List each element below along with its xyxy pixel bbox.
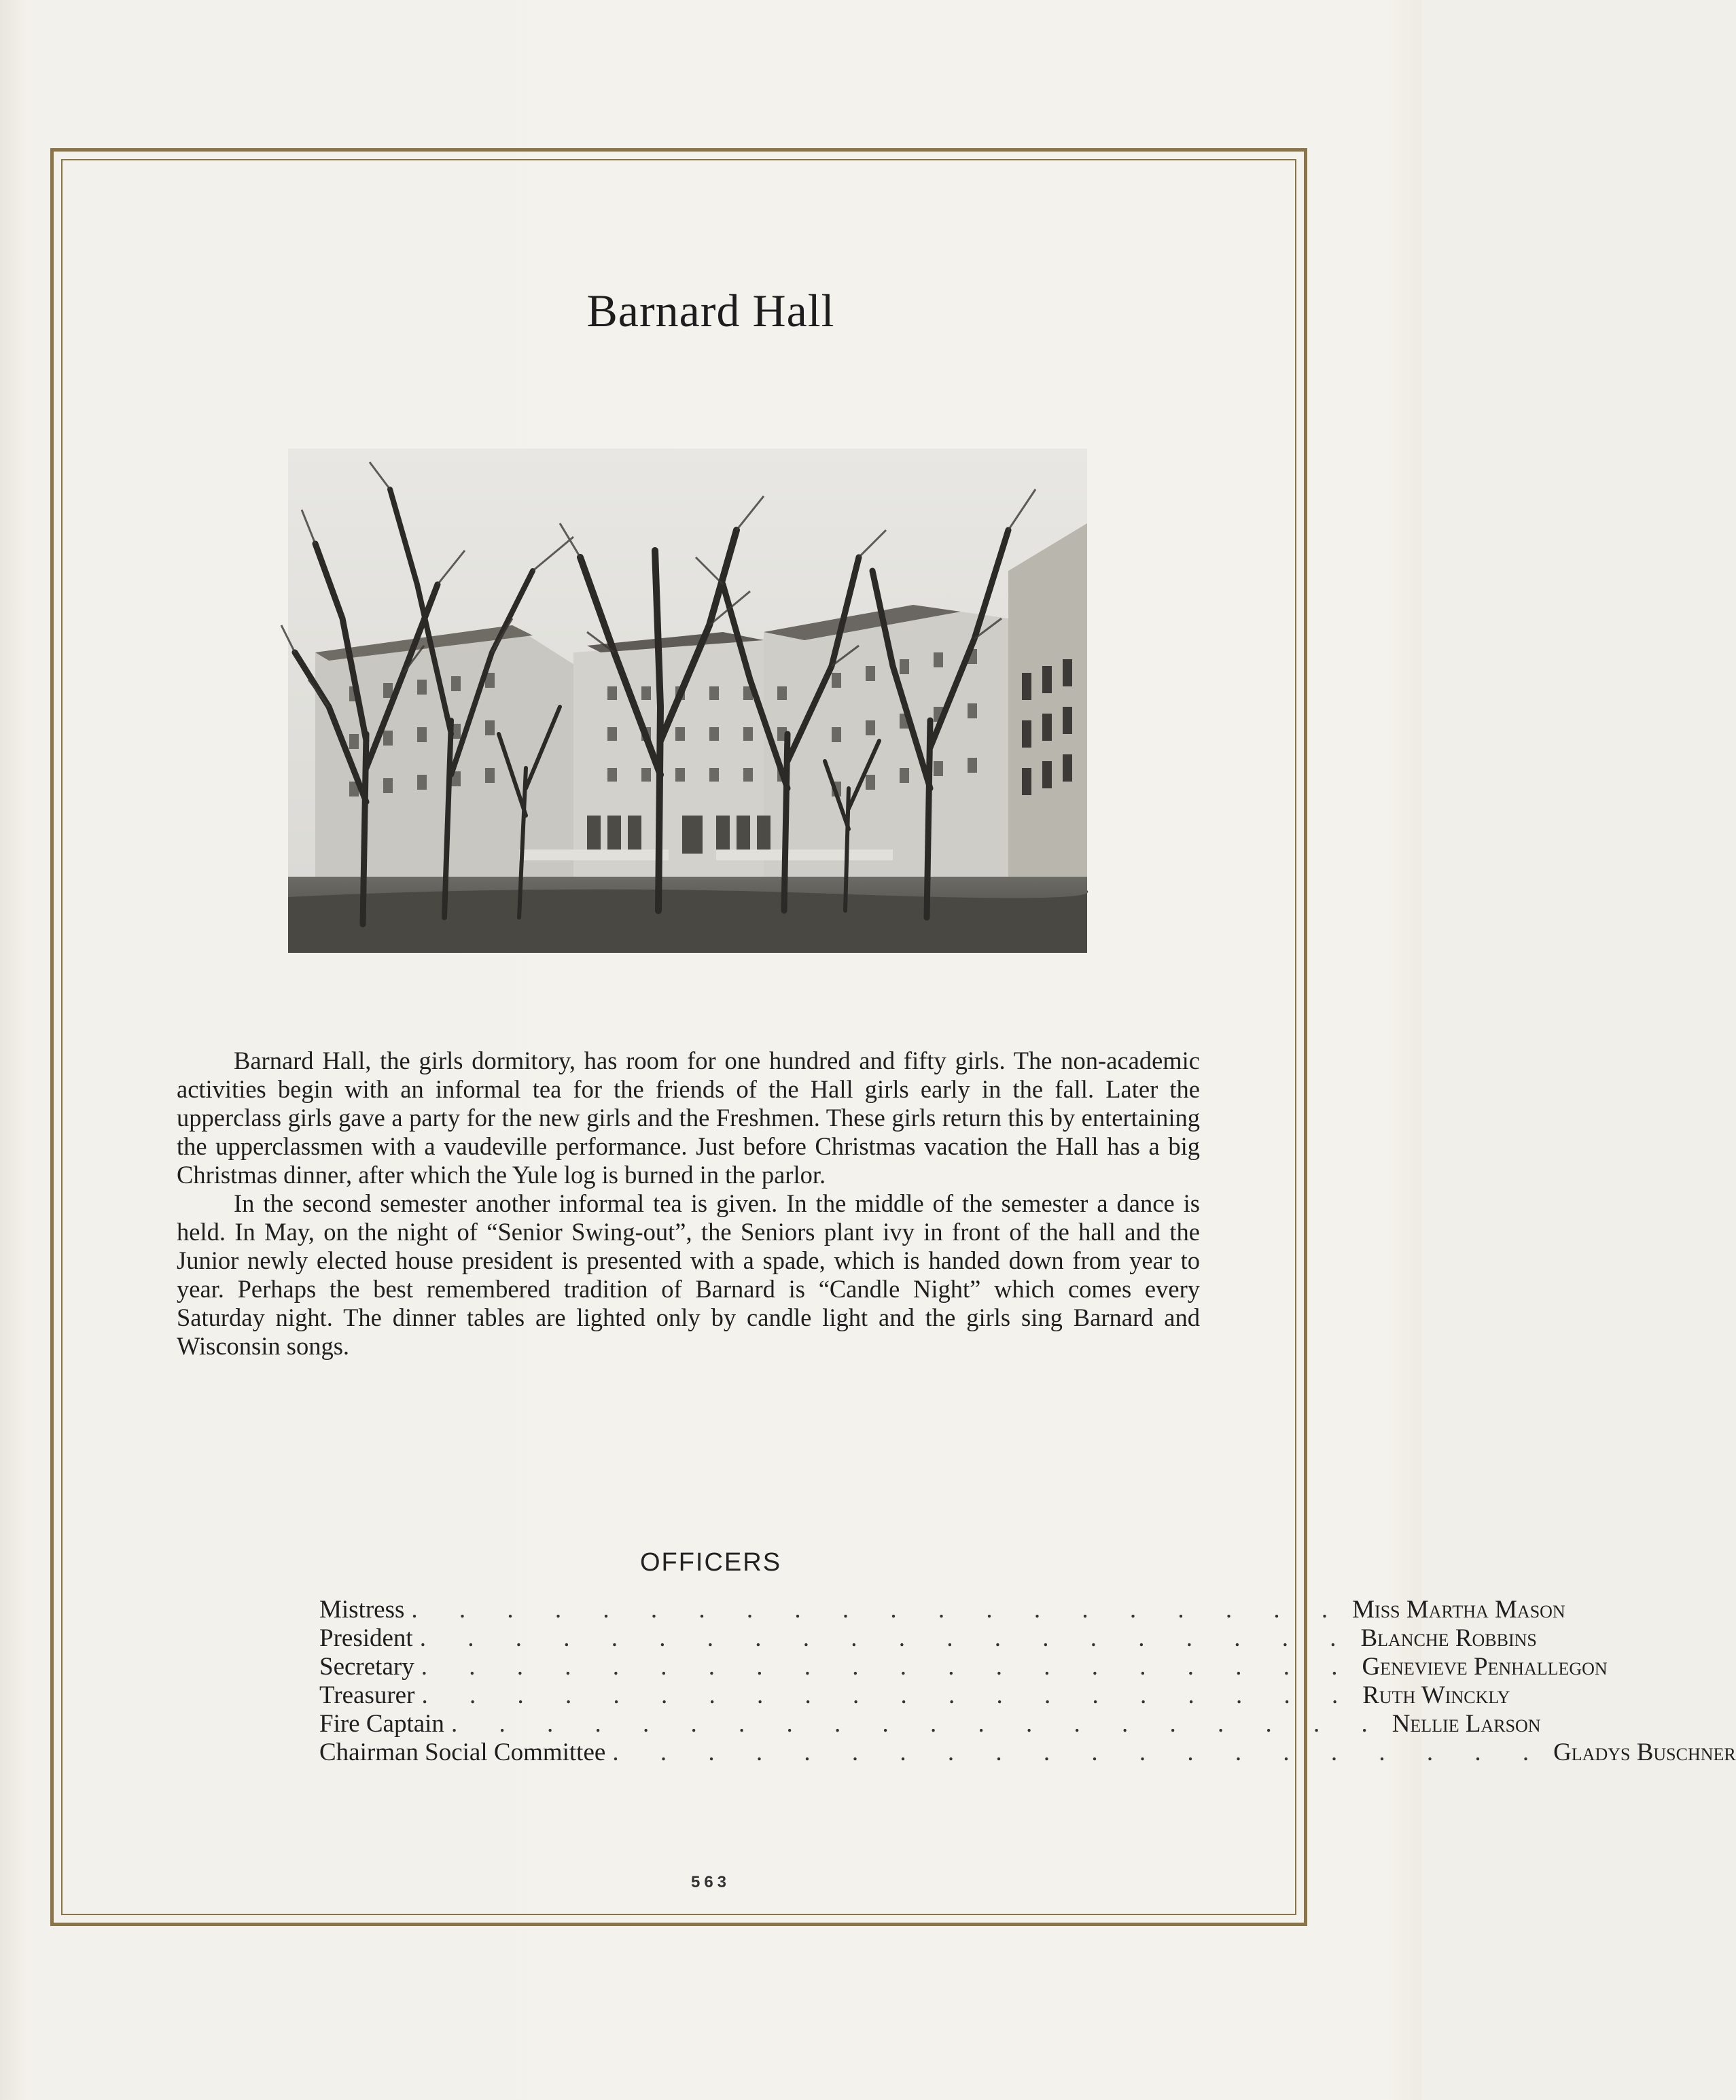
paragraph-1: Barnard Hall, the girls dormitory, has room for one hundred and fifty girls. The non-academic activities begin with an informal tea for the friends of the Hall girls early in the fall. Later the upperclass girls gave a party for the new girls and the Freshmen. These girls return this by entertaining the upperclassmen with a vaudeville performance. Just before Christmas vacation the Hall has a big Christmas dinner, after which the Yule log is burned in the parlor.: [177, 1047, 1200, 1189]
officer-row: [319, 1681, 1510, 1710]
officer-role: Chairman Social Committee: [319, 1738, 606, 1766]
leader-dots: . . . . . . . . . . . . . . . . . . . .: [450, 1710, 1385, 1738]
leader-dots: . . . . . . . . . . . . . . . . . . . .: [421, 1681, 1356, 1709]
page-number: 563: [690, 1873, 731, 1891]
officer-role: Fire Captain: [319, 1710, 444, 1738]
officer-row: [319, 1738, 1736, 1767]
officer-row: [319, 1596, 1565, 1624]
leader-dots: . . . . . . . . . . . . . . . . . . . .: [612, 1738, 1547, 1766]
leader-dots: . . . . . . . . . . . . . . . . . . . .: [411, 1596, 1346, 1624]
officer-name: Blanche Robbins: [1360, 1624, 1537, 1652]
leader-dots: . . . . . . . . . . . . . . . . . . . .: [419, 1624, 1354, 1652]
officer-row: [319, 1624, 1537, 1653]
officers-heading: OFFICERS: [639, 1548, 782, 1577]
paragraph-2: In the second semester another informal tea is given. In the middle of the semester a dance is held. In May, on the night of “Senior Swing-out”, the Seniors plant ivy in front of the hall and the Junior newly elected house president is presented with a spade, which is handed down from year to year. Perhaps the best remembered tradition of Barnard is “Candle Night” which comes every Saturday night. The dinner tables are lighted only by candle light and the girls sing Barnard and Wisconsin songs.: [177, 1189, 1200, 1360]
officer-row: [319, 1710, 1541, 1738]
officer-name: Nellie Larson: [1392, 1710, 1541, 1738]
officer-role: Secretary: [319, 1653, 414, 1681]
barnard-hall-photo: [288, 449, 1087, 953]
officers-list: [319, 1596, 1736, 1767]
officer-name: Genevieve Penhallegon: [1362, 1653, 1608, 1681]
page-title: Barnard Hall: [586, 285, 835, 336]
officer-role: Treasurer: [319, 1681, 415, 1709]
officer-row: [319, 1653, 1608, 1681]
officer-name: Ruth Winckly: [1362, 1681, 1510, 1709]
officer-role: President: [319, 1624, 413, 1652]
body-text: [177, 1047, 1200, 1361]
officer-name: Gladys Buschner: [1553, 1738, 1736, 1766]
officer-name: Miss Martha Mason: [1352, 1596, 1565, 1624]
leader-dots: . . . . . . . . . . . . . . . . . . . .: [421, 1653, 1356, 1681]
officer-role: Mistress: [319, 1596, 405, 1624]
